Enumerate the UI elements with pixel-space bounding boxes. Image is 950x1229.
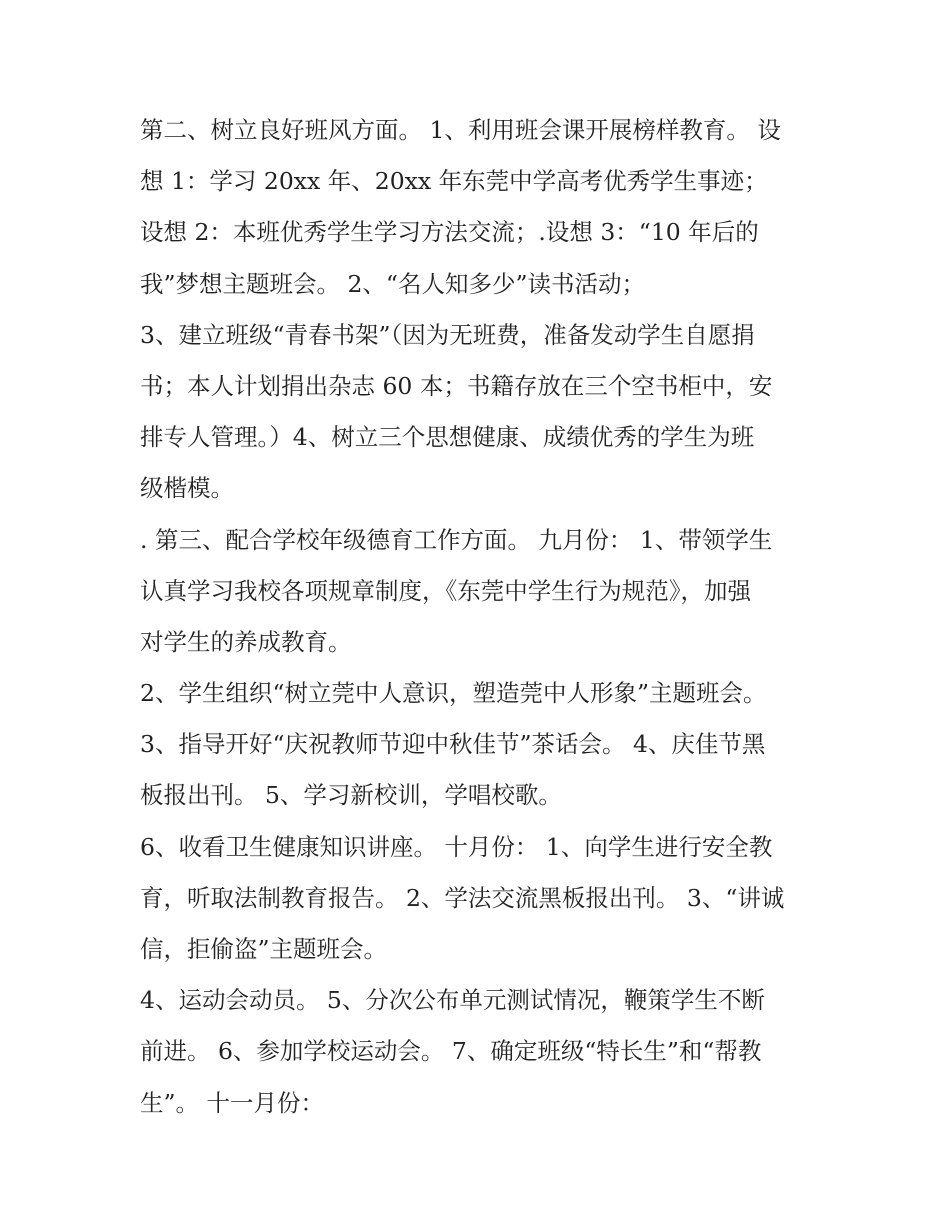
text-line: 3、指导开好“庆祝教师节迎中秋佳节”茶话会。 4、庆佳节黑 [140, 730, 766, 759]
text-line: 排专人管理。）4、树立三个思想健康、成绩优秀的学生为班 [140, 423, 755, 452]
text-line: 对学生的养成教育。 [140, 627, 352, 656]
text-line: 板报出刊。 5、学习新校训，学唱校歌。 [140, 781, 562, 810]
text-line: 4、运动会动员。 5、分次公布单元测试情况，鞭策学生不断 [140, 986, 765, 1015]
text-line: 我”梦想主题班会。 2、“名人知多少”读书活动； [140, 269, 645, 298]
text-line: 2、学生组织“树立莞中人意识，塑造莞中人形象”主题班会。 [140, 679, 767, 708]
document-body [140, 108, 830, 1132]
text-line: 想 1：学习 20xx 年、20xx 年东莞中学高考优秀学生事迹； [140, 167, 768, 196]
text-line: 3、建立班级“青春书架”（因为无班费，准备发动学生自愿捐 [140, 320, 755, 349]
text-line: 设想 2：本班优秀学生学习方法交流；.设想 3：“10 年后的 [140, 218, 759, 247]
text-line: 前进。 6、参加学校运动会。 7、确定班级“特长生”和“帮教 [140, 1037, 762, 1066]
text-line: 认真学习我校各项规章制度，《东莞中学生行为规范》，加强 [140, 576, 751, 605]
text-line: 级楷模。 [140, 474, 234, 503]
text-line: . 第三、配合学校年级德育工作方面。 九月份： 1、带领学生 [140, 525, 773, 554]
text-line: 育，听取法制教育报告。 2、学法交流黑板报出刊。 3、“讲诚 [140, 883, 785, 912]
text-line: 生”。 十一月份： [140, 1088, 324, 1117]
text-line: 书；本人计划捐出杂志 60 本；书籍存放在三个空书柜中，安 [140, 371, 773, 400]
text-line: 第二、树立良好班风方面。 1、利用班会课开展榜样教育。 设 [140, 116, 781, 144]
text-line: 信，拒偷盗”主题班会。 [140, 935, 388, 963]
text-line: 6、收看卫生健康知识讲座。 十月份： 1、向学生进行安全教 [140, 832, 773, 861]
